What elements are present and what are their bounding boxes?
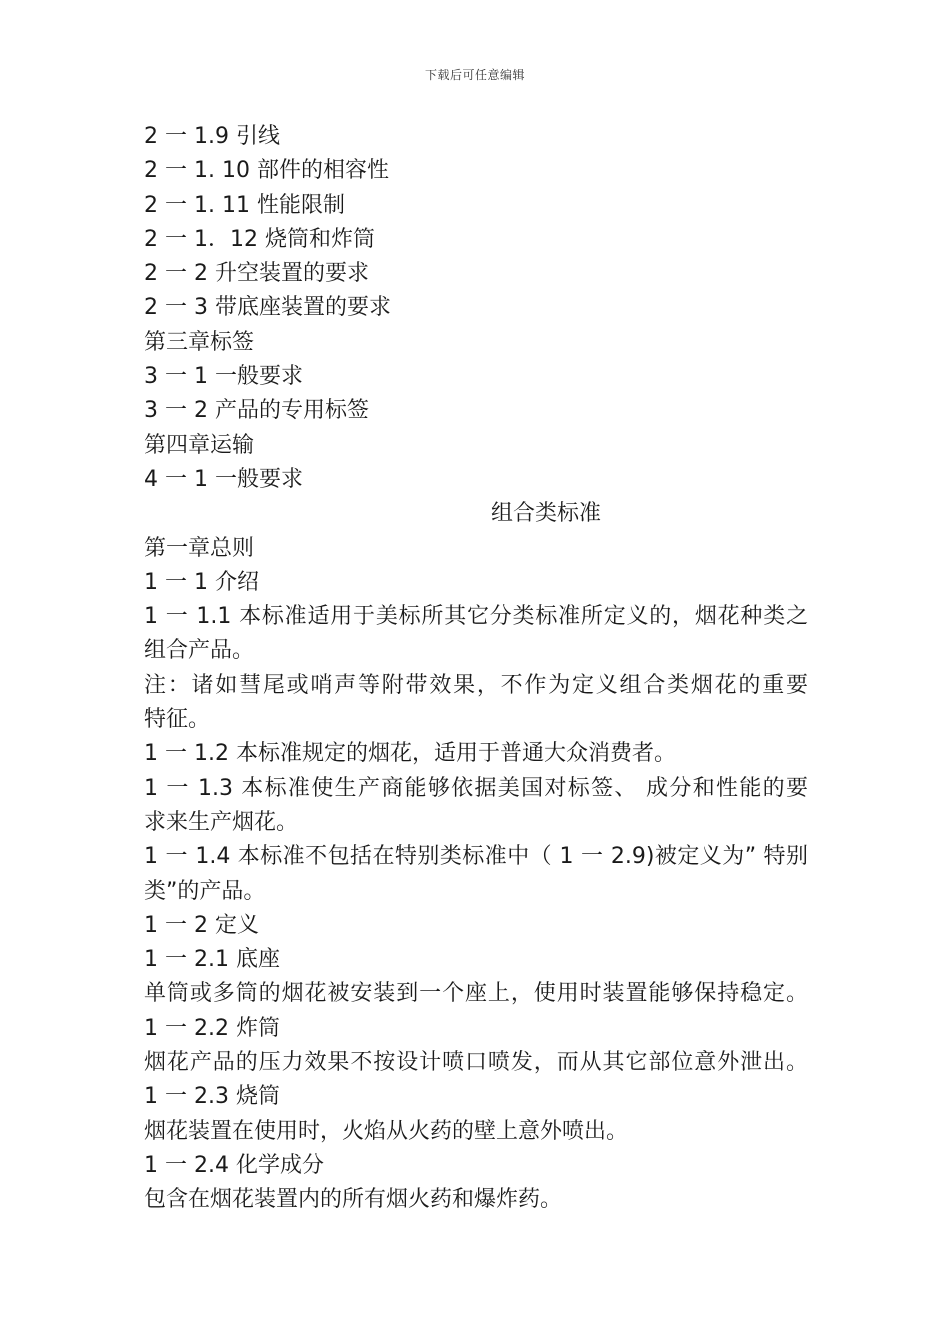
text-line: 第一章总则 [144, 535, 255, 561]
text-line: 2 一 2 升空装置的要求 [144, 261, 369, 287]
text-line: 组合产品。 [144, 638, 255, 664]
text-line: 包含在烟花装置内的所有烟火药和爆炸药。 [144, 1187, 563, 1213]
text-line: 2 一 1. 11 性能限制 [144, 192, 345, 218]
text-line: 1 一 2.2 炸筒 [144, 1015, 280, 1041]
text-line: 2 一 1. 10 部件的相容性 [144, 158, 389, 184]
text-line: 类”的产品。 [144, 878, 266, 904]
text-line: 1 一 1.4 本标准不包括在特别类标准中（ 1 一 2.9)被定义为” 特别 [144, 844, 808, 870]
text-line: 1 一 2 定义 [144, 912, 259, 938]
text-line: 1 一 2.3 烧筒 [144, 1084, 280, 1110]
text-line: 3 一 2 产品的专用标签 [144, 398, 369, 424]
text-line: 1 一 2.1 底座 [144, 947, 280, 973]
text-line: 第四章运输 [144, 432, 255, 458]
text-line: 烟花装置在使用时，火焰从火药的壁上意外喷出。 [144, 1118, 629, 1144]
text-line: 特征。 [144, 707, 211, 733]
document-body [144, 120, 808, 1218]
text-line: 2 一 1.9 引线 [144, 124, 280, 149]
text-line: 1 一 1.2 本标准规定的烟花，适用于普通大众消费者。 [144, 741, 676, 767]
text-line: 4 一 1 一般要求 [144, 466, 303, 492]
text-line: 1 一 1.3 本标准使生产商能够依据美国对标签、 成分和性能的要 [144, 775, 808, 801]
section-heading: 组合类标准 [490, 501, 601, 527]
text-line: 求来生产烟花。 [144, 809, 299, 835]
text-line: 第三章标签 [144, 329, 255, 355]
page-header: 下载后可任意编辑 [424, 68, 525, 82]
text-line: 2 一 3 带底座装置的要求 [144, 295, 391, 321]
text-line: 1 一 1.1 本标准适用于美标所其它分类标准所定义的，烟花种类之 [144, 604, 808, 630]
text-line: 单筒或多筒的烟花被安装到一个座上，使用时装置能够保持稳定。 [144, 981, 808, 1007]
text-line: 2 一 1．12 烧筒和炸筒 [144, 226, 375, 252]
text-line: 1 一 2.4 化学成分 [144, 1152, 324, 1178]
text-line: 注：诸如彗尾或哨声等附带效果，不作为定义组合类烟花的重要 [144, 672, 808, 698]
text-line: 3 一 1 一般要求 [144, 364, 303, 390]
text-line: 烟花产品的压力效果不按设计喷口喷发，而从其它部位意外泄出。 [144, 1050, 808, 1076]
text-line: 1 一 1 介绍 [144, 569, 259, 595]
